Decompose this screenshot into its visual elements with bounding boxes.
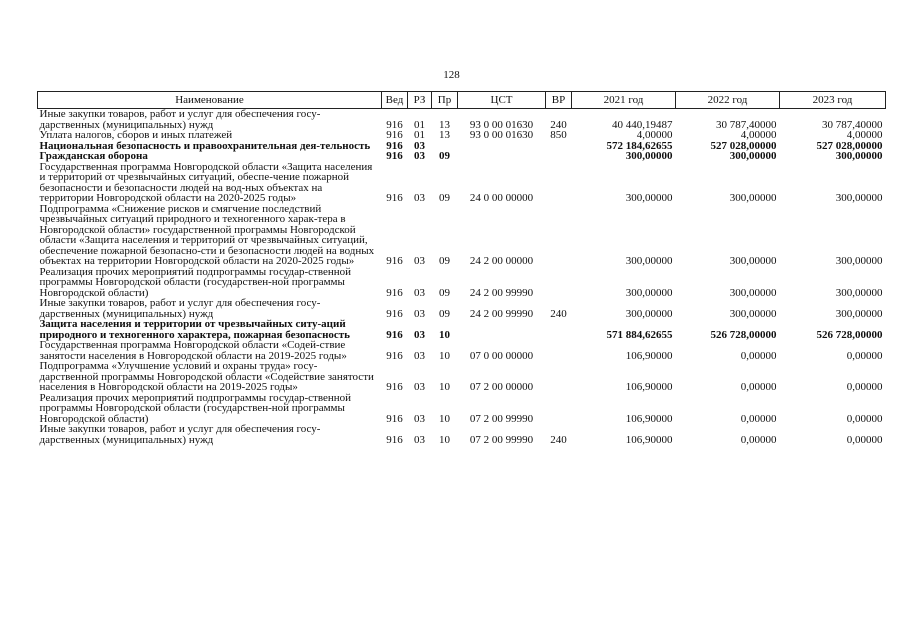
row-vr bbox=[546, 204, 572, 267]
row-amount-2023: 30 787,40000 bbox=[822, 118, 883, 131]
row-amount-2022: 300,00000 bbox=[729, 286, 777, 299]
table-row bbox=[38, 361, 886, 393]
row-name: Национальная безопасность и правоохранительная дея-тельность bbox=[39, 139, 371, 152]
header-rz: РЗ bbox=[408, 92, 432, 109]
row-cst: 24 0 00 00000 bbox=[469, 192, 534, 204]
header-2023: 2023 год bbox=[780, 92, 886, 109]
row-cst bbox=[458, 319, 546, 340]
row-name: Иные закупки товаров, работ и услуг для обеспечения госу-дарственных (муниципальных) нужд bbox=[39, 297, 321, 320]
row-cst: 07 2 00 99990 bbox=[469, 433, 534, 446]
row-name: Реализация прочих мероприятий подпрограммы государ-ственной программы Новгородской области (государствен-ной программы Новгородской области) bbox=[39, 265, 352, 299]
row-vr bbox=[546, 141, 572, 152]
row-name: Иные закупки товаров, работ и услуг для обеспечения госу-дарственных (муниципальных) нужд bbox=[39, 108, 321, 131]
row-ved: 916 bbox=[386, 307, 403, 320]
row-vr bbox=[546, 319, 572, 340]
row-amount-2023: 300,00000 bbox=[835, 286, 883, 299]
header-2021: 2021 год bbox=[572, 92, 676, 109]
row-pr: 10 bbox=[439, 433, 450, 446]
row-vr bbox=[546, 162, 572, 204]
row-vr bbox=[546, 267, 572, 299]
table-row bbox=[38, 298, 886, 319]
row-amount-2021: 300,00000 bbox=[625, 192, 673, 204]
row-rz: 03 bbox=[414, 433, 425, 446]
row-rz: 03 bbox=[414, 307, 425, 320]
row-pr: 09 bbox=[439, 286, 450, 299]
row-amount-2023: 300,00000 bbox=[835, 192, 883, 204]
table-row bbox=[38, 151, 886, 162]
row-ved: 916 bbox=[386, 129, 403, 141]
row-pr: 10 bbox=[439, 349, 450, 362]
budget-table bbox=[37, 91, 886, 445]
row-amount-2021: 571 884,62655 bbox=[606, 328, 673, 341]
row-name: Государственная программа Новгородской области «Содей-ствие занятости населения в Новгородской области на 2019-2025 годы» bbox=[39, 339, 347, 362]
row-pr: 09 bbox=[439, 150, 450, 162]
row-name: Реализация прочих мероприятий подпрограммы государ-ственной программы Новгородской области (государствен-ной программы Новгородской области) bbox=[39, 391, 352, 425]
row-amount-2021: 300,00000 bbox=[625, 150, 673, 162]
row-pr: 13 bbox=[439, 129, 450, 141]
row-ved: 916 bbox=[386, 412, 403, 425]
row-cst: 24 2 00 99990 bbox=[469, 307, 534, 320]
row-ved: 916 bbox=[386, 433, 403, 446]
row-name: Подпрограмма «Снижение рисков и смягчение последствий чрезвычайных ситуаций природного и техногенного харак-тера в Новгородской области» государственной программы Новгородской области «Защита населения и территорий от чрезвычайных ситуаций, обеспечение пожарной безопасно-сти и безопасности людей на водных объектах на территории Новгородской области на 2020-2025 годы» bbox=[39, 202, 375, 267]
table-row bbox=[38, 319, 886, 340]
row-rz: 03 bbox=[414, 139, 425, 152]
row-cst: 24 2 00 00000 bbox=[469, 255, 534, 267]
row-amount-2022: 4,00000 bbox=[740, 129, 777, 141]
row-amount-2021: 300,00000 bbox=[625, 286, 673, 299]
row-rz: 03 bbox=[414, 150, 425, 162]
table-row bbox=[38, 393, 886, 425]
row-cst: 93 0 00 01630 bbox=[469, 129, 534, 141]
table-row bbox=[38, 424, 886, 445]
row-vr bbox=[546, 393, 572, 425]
row-amount-2022: 0,00000 bbox=[740, 433, 777, 446]
row-rz: 03 bbox=[414, 328, 425, 341]
row-amount-2023: 0,00000 bbox=[846, 381, 883, 393]
row-rz: 01 bbox=[414, 118, 425, 131]
row-cst: 07 0 00 00000 bbox=[469, 349, 534, 362]
row-amount-2022: 0,00000 bbox=[740, 381, 777, 393]
row-pr: 10 bbox=[439, 412, 450, 425]
row-ved: 916 bbox=[386, 255, 403, 267]
table-row bbox=[38, 204, 886, 267]
table-row bbox=[38, 109, 886, 131]
row-ved: 916 bbox=[386, 381, 403, 393]
row-amount-2023: 300,00000 bbox=[835, 307, 883, 320]
row-amount-2021: 4,00000 bbox=[636, 129, 673, 141]
row-amount-2021: 572 184,62655 bbox=[606, 139, 673, 152]
table-row bbox=[38, 340, 886, 361]
row-rz: 03 bbox=[414, 381, 425, 393]
row-amount-2021: 106,90000 bbox=[625, 349, 673, 362]
header-pr: Пр bbox=[432, 92, 458, 109]
row-amount-2022: 300,00000 bbox=[729, 255, 777, 267]
row-amount-2023: 527 028,00000 bbox=[816, 139, 883, 152]
row-amount-2021: 300,00000 bbox=[625, 307, 673, 320]
row-amount-2023: 300,00000 bbox=[835, 255, 883, 267]
row-amount-2023: 4,00000 bbox=[846, 129, 883, 141]
row-cst: 24 2 00 99990 bbox=[469, 286, 534, 299]
row-ved: 916 bbox=[386, 286, 403, 299]
row-amount-2021: 106,90000 bbox=[625, 381, 673, 393]
row-amount-2023: 300,00000 bbox=[835, 150, 883, 162]
row-name: Гражданская оборона bbox=[39, 150, 148, 162]
row-ved: 916 bbox=[386, 192, 403, 204]
table-header-row bbox=[38, 92, 886, 109]
row-amount-2021: 40 440,19487 bbox=[612, 118, 673, 131]
row-amount-2022: 300,00000 bbox=[729, 150, 777, 162]
row-amount-2021: 106,90000 bbox=[625, 412, 673, 425]
row-amount-2022: 526 728,00000 bbox=[710, 328, 777, 341]
row-vr: 240 bbox=[550, 433, 567, 446]
row-amount-2022: 0,00000 bbox=[740, 349, 777, 362]
row-vr: 850 bbox=[550, 129, 567, 141]
row-name: Государственная программа Новгородской области «Защита населения и территорий от чрезвычайных ситуаций, обеспе-чение пожарной безопасности и безопасности людей на вод-ных объектах на территории Новгородской области на 2020-2025 годы» bbox=[39, 160, 373, 204]
row-amount-2023: 0,00000 bbox=[846, 433, 883, 446]
row-amount-2021: 300,00000 bbox=[625, 255, 673, 267]
header-ved: Вед bbox=[382, 92, 408, 109]
table-row bbox=[38, 267, 886, 299]
row-pr: 09 bbox=[439, 192, 450, 204]
row-cst: 07 2 00 99990 bbox=[469, 412, 534, 425]
row-cst: 93 0 00 01630 bbox=[469, 118, 534, 131]
row-amount-2022: 30 787,40000 bbox=[716, 118, 777, 131]
row-rz: 03 bbox=[414, 349, 425, 362]
row-amount-2022: 0,00000 bbox=[740, 412, 777, 425]
row-amount-2023: 0,00000 bbox=[846, 349, 883, 362]
row-ved: 916 bbox=[386, 150, 403, 162]
header-cst: ЦСТ bbox=[458, 92, 546, 109]
row-cst: 07 2 00 00000 bbox=[469, 381, 534, 393]
row-rz: 03 bbox=[414, 412, 425, 425]
row-name: Защита населения и территории от чрезвычайных ситу-аций природного и техногенного характера, пожарная безопасность bbox=[39, 318, 351, 341]
row-amount-2023: 0,00000 bbox=[846, 412, 883, 425]
row-vr bbox=[546, 151, 572, 162]
table-row bbox=[38, 130, 886, 141]
row-vr bbox=[546, 340, 572, 361]
row-vr: 240 bbox=[550, 118, 567, 131]
row-ved: 916 bbox=[386, 139, 403, 152]
row-pr: 09 bbox=[439, 307, 450, 320]
header-2022: 2022 год bbox=[676, 92, 780, 109]
row-pr: 10 bbox=[439, 328, 450, 341]
row-pr: 13 bbox=[439, 118, 450, 131]
row-vr bbox=[546, 361, 572, 393]
row-cst bbox=[458, 151, 546, 162]
row-rz: 03 bbox=[414, 286, 425, 299]
row-amount-2023: 526 728,00000 bbox=[816, 328, 883, 341]
row-name: Уплата налогов, сборов и иных платежей bbox=[39, 129, 233, 141]
row-ved: 916 bbox=[386, 118, 403, 131]
row-ved: 916 bbox=[386, 328, 403, 341]
row-pr: 10 bbox=[439, 381, 450, 393]
row-pr: 09 bbox=[439, 255, 450, 267]
row-amount-2022: 527 028,00000 bbox=[710, 139, 777, 152]
table-row bbox=[38, 162, 886, 204]
row-amount-2022: 300,00000 bbox=[729, 192, 777, 204]
header-vr: ВР bbox=[546, 92, 572, 109]
row-amount-2021: 106,90000 bbox=[625, 433, 673, 446]
row-cst bbox=[458, 141, 546, 152]
row-name: Подпрограмма «Улучшение условий и охраны труда» госу-дарственной программы Новгородской области «Содействие занятости населения в Новгородской области на 2019-2025 годы» bbox=[39, 360, 374, 393]
row-amount-2022: 300,00000 bbox=[729, 307, 777, 320]
row-name: Иные закупки товаров, работ и услуг для обеспечения госу-дарственных (муниципальных) нужд bbox=[39, 423, 321, 446]
header-name: Наименование bbox=[38, 92, 382, 109]
row-rz: 03 bbox=[414, 192, 425, 204]
row-vr: 240 bbox=[550, 307, 567, 320]
row-ved: 916 bbox=[386, 349, 403, 362]
row-rz: 01 bbox=[414, 129, 425, 141]
row-rz: 03 bbox=[414, 255, 425, 267]
page-number: 128 bbox=[443, 69, 460, 81]
